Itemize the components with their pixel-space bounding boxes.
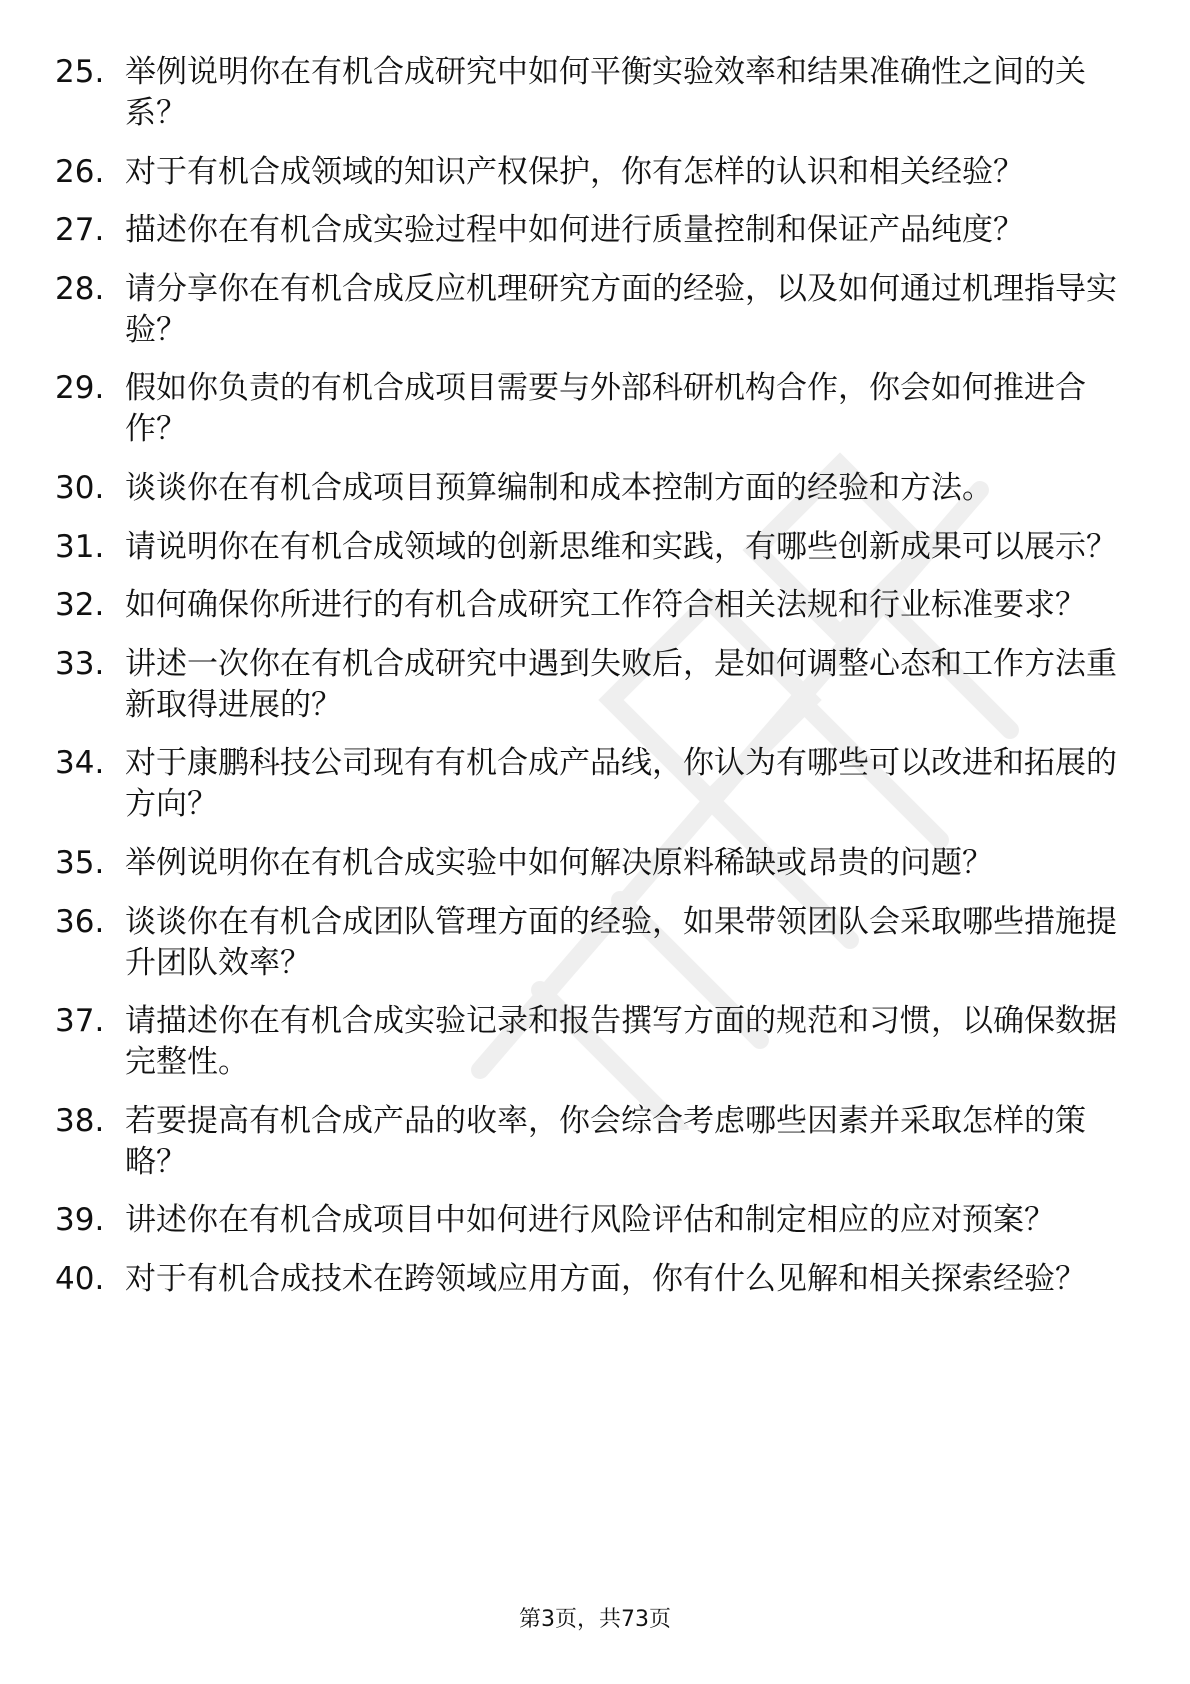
question-text: 若要提高有机合成产品的收率，你会综合考虑哪些因素并采取怎样的策略？ [125,1102,1086,1180]
question-text: 讲述一次你在有机合成研究中遇到失败后，是如何调整心态和工作方法重新取得进展的？ [125,645,1117,723]
question-number: 38. [55,1102,105,1139]
question-text: 举例说明你在有机合成实验中如何解决原料稀缺或昂贵的问题？ [125,844,993,881]
question-number: 26. [55,153,105,190]
question-item [55,368,1135,450]
question-item [55,1101,1135,1183]
question-text: 描述你在有机合成实验过程中如何进行质量控制和保证产品纯度？ [125,212,1024,249]
question-item [55,468,1135,509]
question-text: 请分享你在有机合成反应机理研究方面的经验，以及如何通过机理指导实验？ [125,270,1117,348]
question-number: 29. [55,370,105,407]
question-item [55,269,1135,351]
page-number-label: 第3页，共73页 [519,1607,671,1632]
question-item [55,1259,1135,1300]
question-number: 30. [55,469,105,506]
question-item [55,52,1135,134]
question-text: 谈谈你在有机合成项目预算编制和成本控制方面的经验和方法。 [125,469,993,506]
question-text: 谈谈你在有机合成团队管理方面的经验，如果带领团队会采取哪些措施提升团队效率？ [125,903,1117,981]
page-footer [0,1605,1190,1635]
question-item [55,743,1135,825]
question-number: 39. [55,1202,105,1239]
question-number: 27. [55,212,105,249]
question-number: 25. [55,54,105,90]
question-number: 35. [55,844,105,881]
question-item [55,527,1135,568]
question-text: 对于有机合成技术在跨领域应用方面，你有什么见解和相关探索经验？ [125,1260,1086,1297]
question-text: 请描述你在有机合成实验记录和报告撰写方面的规范和习惯，以确保数据完整性。 [125,1003,1117,1081]
question-item [55,1200,1135,1241]
question-number: 34. [55,745,105,782]
question-list [55,52,1135,1318]
question-number: 31. [55,528,105,565]
question-number: 40. [55,1260,105,1297]
question-number: 32. [55,587,105,624]
question-item [55,210,1135,251]
question-text: 讲述你在有机合成项目中如何进行风险评估和制定相应的应对预案？ [125,1202,1055,1239]
question-number: 36. [55,903,105,940]
question-item [55,152,1135,193]
question-item [55,843,1135,884]
question-number: 28. [55,270,105,307]
question-item [55,585,1135,626]
question-item [55,902,1135,984]
question-text: 举例说明你在有机合成研究中如何平衡实验效率和结果准确性之间的关系？ [125,54,1086,131]
question-text: 对于有机合成领域的知识产权保护，你有怎样的认识和相关经验？ [125,153,1024,190]
question-number: 33. [55,645,105,682]
question-text: 如何确保你所进行的有机合成研究工作符合相关法规和行业标准要求？ [125,587,1086,624]
question-text: 请说明你在有机合成领域的创新思维和实践，有哪些创新成果可以展示？ [125,528,1117,565]
question-number: 37. [55,1003,105,1040]
question-text: 假如你负责的有机合成项目需要与外部科研机构合作，你会如何推进合作？ [125,370,1086,448]
question-item [55,644,1135,726]
question-item [55,1001,1135,1083]
question-text: 对于康鹏科技公司现有有机合成产品线，你认为有哪些可以改进和拓展的方向？ [125,745,1117,823]
